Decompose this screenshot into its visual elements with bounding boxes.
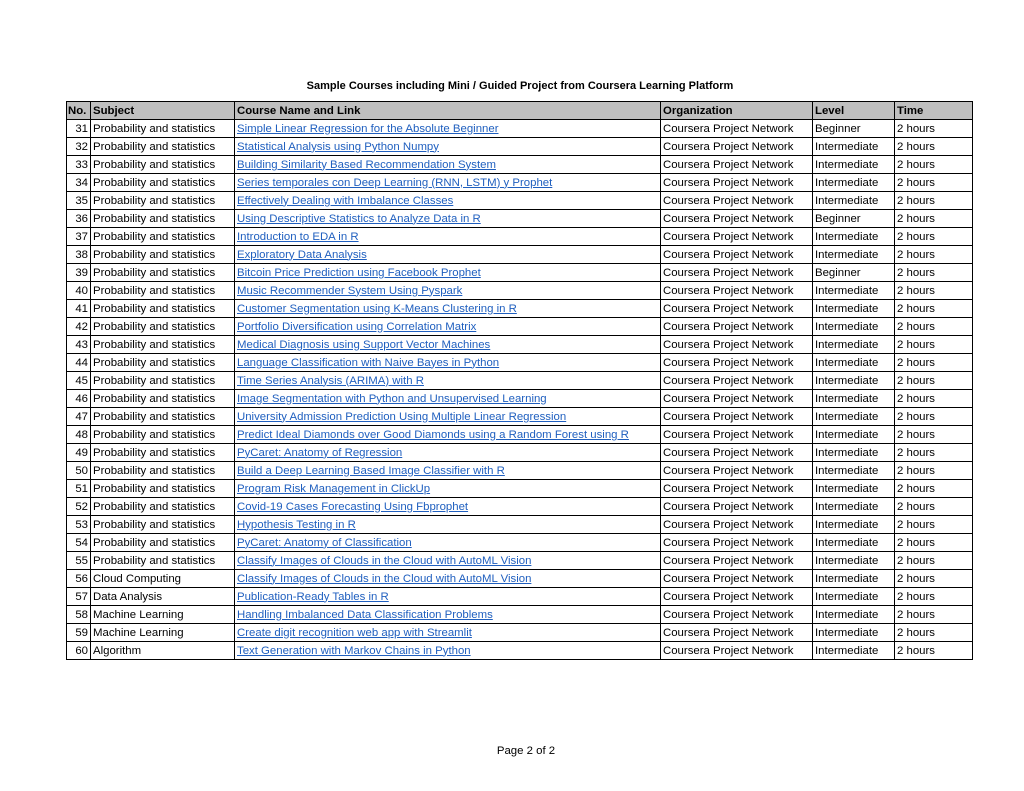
table-row (67, 408, 973, 426)
table-row (67, 606, 973, 624)
cell-course (235, 282, 661, 300)
cell-time: 2 hours (895, 570, 973, 588)
cell-organization: Coursera Project Network (661, 264, 813, 282)
cell-level: Intermediate (813, 606, 895, 624)
cell-no: 38 (67, 246, 91, 264)
cell-time: 2 hours (895, 156, 973, 174)
cell-no: 32 (67, 138, 91, 156)
cell-time: 2 hours (895, 606, 973, 624)
cell-subject: Probability and statistics (91, 120, 235, 138)
cell-level: Beginner (813, 210, 895, 228)
cell-no: 31 (67, 120, 91, 138)
cell-subject: Probability and statistics (91, 264, 235, 282)
cell-course (235, 390, 661, 408)
cell-time: 2 hours (895, 138, 973, 156)
cell-level: Beginner (813, 264, 895, 282)
cell-subject: Probability and statistics (91, 156, 235, 174)
cell-time: 2 hours (895, 444, 973, 462)
cell-organization: Coursera Project Network (661, 390, 813, 408)
cell-no: 52 (67, 498, 91, 516)
cell-time: 2 hours (895, 534, 973, 552)
course-link[interactable]: Classify Images of Clouds in the Cloud with AutoML Vision (237, 572, 532, 585)
course-link[interactable]: Effectively Dealing with Imbalance Classes (237, 194, 454, 207)
cell-organization: Coursera Project Network (661, 210, 813, 228)
cell-time: 2 hours (895, 210, 973, 228)
cell-course (235, 516, 661, 534)
cell-level: Intermediate (813, 642, 895, 660)
cell-organization: Coursera Project Network (661, 372, 813, 390)
cell-course (235, 570, 661, 588)
cell-organization: Coursera Project Network (661, 156, 813, 174)
cell-course (235, 174, 661, 192)
cell-course (235, 264, 661, 282)
table-row (67, 480, 973, 498)
cell-time: 2 hours (895, 354, 973, 372)
cell-subject: Machine Learning (91, 624, 235, 642)
course-link[interactable]: Portfolio Diversification using Correlation Matrix (237, 320, 477, 333)
course-link[interactable]: Customer Segmentation using K-Means Clustering in R (237, 302, 517, 315)
course-link[interactable]: University Admission Prediction Using Multiple Linear Regression (237, 410, 567, 423)
cell-no: 46 (67, 390, 91, 408)
cell-organization: Coursera Project Network (661, 624, 813, 642)
cell-level: Intermediate (813, 480, 895, 498)
cell-level: Intermediate (813, 246, 895, 264)
cell-course (235, 480, 661, 498)
table-row (67, 642, 973, 660)
course-link[interactable]: Building Similarity Based Recommendation System (237, 158, 496, 171)
cell-time: 2 hours (895, 228, 973, 246)
cell-subject: Data Analysis (91, 588, 235, 606)
cell-course (235, 642, 661, 660)
cell-subject: Probability and statistics (91, 354, 235, 372)
cell-subject: Machine Learning (91, 606, 235, 624)
course-link[interactable]: Program Risk Management in ClickUp (237, 482, 431, 495)
header-subject: Subject (91, 102, 235, 120)
cell-no: 48 (67, 426, 91, 444)
table-row (67, 228, 973, 246)
course-link[interactable]: Series temporales con Deep Learning (RNN, LSTM) y Prophet (237, 176, 553, 189)
cell-level: Intermediate (813, 588, 895, 606)
cell-level: Beginner (813, 120, 895, 138)
cell-time: 2 hours (895, 318, 973, 336)
cell-time: 2 hours (895, 192, 973, 210)
course-link[interactable]: PyCaret: Anatomy of Regression (237, 446, 403, 459)
table-row (67, 138, 973, 156)
page-number: Page 2 of 2 (496, 745, 556, 757)
cell-time: 2 hours (895, 282, 973, 300)
cell-no: 56 (67, 570, 91, 588)
header-level: Level (813, 102, 895, 120)
cell-subject: Probability and statistics (91, 390, 235, 408)
cell-no: 59 (67, 624, 91, 642)
header-time: Time (895, 102, 973, 120)
cell-no: 54 (67, 534, 91, 552)
cell-subject: Probability and statistics (91, 552, 235, 570)
cell-level: Intermediate (813, 282, 895, 300)
cell-course (235, 354, 661, 372)
cell-no: 45 (67, 372, 91, 390)
table-row (67, 570, 973, 588)
table-row (67, 426, 973, 444)
header-no: No. (67, 102, 91, 120)
cell-course (235, 210, 661, 228)
table-row (67, 390, 973, 408)
cell-time: 2 hours (895, 408, 973, 426)
document-title: Sample Courses including Mini / Guided Project from Coursera Learning Platform (306, 80, 734, 92)
cell-time: 2 hours (895, 426, 973, 444)
cell-no: 53 (67, 516, 91, 534)
cell-no: 43 (67, 336, 91, 354)
table-row (67, 534, 973, 552)
cell-subject: Probability and statistics (91, 444, 235, 462)
course-link[interactable]: Predict Ideal Diamonds over Good Diamonds using a Random Forest using R (237, 428, 629, 441)
cell-organization: Coursera Project Network (661, 138, 813, 156)
cell-level: Intermediate (813, 372, 895, 390)
cell-course (235, 120, 661, 138)
cell-organization: Coursera Project Network (661, 588, 813, 606)
table-row (67, 444, 973, 462)
cell-level: Intermediate (813, 498, 895, 516)
course-link[interactable]: Image Segmentation with Python and Unsupervised Learning (237, 392, 547, 405)
cell-organization: Coursera Project Network (661, 444, 813, 462)
cell-level: Intermediate (813, 354, 895, 372)
cell-subject: Probability and statistics (91, 462, 235, 480)
course-link[interactable]: Music Recommender System Using Pyspark (237, 284, 463, 297)
cell-course (235, 624, 661, 642)
course-link[interactable]: Language Classification with Naive Bayes in Python (237, 356, 500, 369)
cell-no: 44 (67, 354, 91, 372)
cell-time: 2 hours (895, 462, 973, 480)
table-row (67, 588, 973, 606)
cell-level: Intermediate (813, 462, 895, 480)
cell-organization: Coursera Project Network (661, 300, 813, 318)
cell-time: 2 hours (895, 264, 973, 282)
course-link[interactable]: Hypothesis Testing in R (237, 518, 356, 531)
cell-subject: Probability and statistics (91, 480, 235, 498)
cell-organization: Coursera Project Network (661, 192, 813, 210)
cell-organization: Coursera Project Network (661, 462, 813, 480)
cell-course (235, 246, 661, 264)
courses-table (66, 101, 973, 660)
cell-level: Intermediate (813, 426, 895, 444)
table-header-row (67, 102, 973, 120)
course-link[interactable]: Create digit recognition web app with Streamlit (237, 626, 472, 639)
cell-time: 2 hours (895, 372, 973, 390)
table-row (67, 498, 973, 516)
cell-course (235, 336, 661, 354)
cell-course (235, 300, 661, 318)
table-row (67, 516, 973, 534)
cell-organization: Coursera Project Network (661, 552, 813, 570)
cell-level: Intermediate (813, 534, 895, 552)
cell-no: 42 (67, 318, 91, 336)
cell-subject: Cloud Computing (91, 570, 235, 588)
course-link[interactable]: Using Descriptive Statistics to Analyze Data in R (237, 212, 481, 225)
cell-no: 39 (67, 264, 91, 282)
cell-level: Intermediate (813, 444, 895, 462)
cell-time: 2 hours (895, 246, 973, 264)
cell-organization: Coursera Project Network (661, 606, 813, 624)
course-link[interactable]: Bitcoin Price Prediction using Facebook Prophet (237, 266, 481, 279)
course-link[interactable]: Medical Diagnosis using Support Vector Machines (237, 338, 491, 351)
course-link[interactable]: PyCaret: Anatomy of Classification (237, 536, 412, 549)
cell-no: 49 (67, 444, 91, 462)
cell-no: 34 (67, 174, 91, 192)
cell-organization: Coursera Project Network (661, 534, 813, 552)
cell-subject: Algorithm (91, 642, 235, 660)
course-link[interactable]: Text Generation with Markov Chains in Python (237, 644, 471, 657)
cell-course (235, 588, 661, 606)
cell-course (235, 372, 661, 390)
cell-subject: Probability and statistics (91, 246, 235, 264)
table-row (67, 354, 973, 372)
cell-time: 2 hours (895, 480, 973, 498)
cell-time: 2 hours (895, 498, 973, 516)
cell-course (235, 318, 661, 336)
table-row (67, 174, 973, 192)
cell-time: 2 hours (895, 336, 973, 354)
course-link[interactable]: Covid-19 Cases Forecasting Using Fbprophet (237, 500, 469, 513)
cell-organization: Coursera Project Network (661, 480, 813, 498)
cell-level: Intermediate (813, 300, 895, 318)
cell-course (235, 498, 661, 516)
cell-subject: Probability and statistics (91, 192, 235, 210)
cell-level: Intermediate (813, 516, 895, 534)
cell-level: Intermediate (813, 156, 895, 174)
cell-course (235, 156, 661, 174)
cell-subject: Probability and statistics (91, 138, 235, 156)
table-row (67, 192, 973, 210)
cell-no: 41 (67, 300, 91, 318)
cell-organization: Coursera Project Network (661, 120, 813, 138)
cell-time: 2 hours (895, 390, 973, 408)
course-link[interactable]: Handling Imbalanced Data Classification Problems (237, 608, 493, 621)
table-row (67, 264, 973, 282)
cell-subject: Probability and statistics (91, 300, 235, 318)
course-link[interactable]: Simple Linear Regression for the Absolute Beginner (237, 122, 499, 135)
cell-course (235, 552, 661, 570)
table-row (67, 300, 973, 318)
table-row (67, 210, 973, 228)
cell-time: 2 hours (895, 642, 973, 660)
table-row (67, 372, 973, 390)
course-link[interactable]: Statistical Analysis using Python Numpy (237, 140, 439, 153)
cell-no: 60 (67, 642, 91, 660)
cell-level: Intermediate (813, 336, 895, 354)
cell-organization: Coursera Project Network (661, 426, 813, 444)
cell-no: 55 (67, 552, 91, 570)
cell-subject: Probability and statistics (91, 534, 235, 552)
cell-course (235, 192, 661, 210)
cell-subject: Probability and statistics (91, 336, 235, 354)
cell-organization: Coursera Project Network (661, 408, 813, 426)
table-row (67, 462, 973, 480)
cell-level: Intermediate (813, 624, 895, 642)
table-row (67, 336, 973, 354)
cell-subject: Probability and statistics (91, 372, 235, 390)
cell-time: 2 hours (895, 624, 973, 642)
cell-course (235, 228, 661, 246)
table-row (67, 282, 973, 300)
cell-time: 2 hours (895, 552, 973, 570)
cell-no: 40 (67, 282, 91, 300)
cell-organization: Coursera Project Network (661, 498, 813, 516)
cell-no: 50 (67, 462, 91, 480)
cell-subject: Probability and statistics (91, 228, 235, 246)
cell-no: 47 (67, 408, 91, 426)
cell-time: 2 hours (895, 300, 973, 318)
cell-no: 57 (67, 588, 91, 606)
cell-no: 33 (67, 156, 91, 174)
table-row (67, 552, 973, 570)
cell-subject: Probability and statistics (91, 426, 235, 444)
course-link[interactable]: Build a Deep Learning Based Image Classifier with R (237, 464, 505, 477)
cell-subject: Probability and statistics (91, 498, 235, 516)
cell-level: Intermediate (813, 318, 895, 336)
cell-no: 58 (67, 606, 91, 624)
cell-subject: Probability and statistics (91, 210, 235, 228)
cell-course (235, 462, 661, 480)
cell-subject: Probability and statistics (91, 516, 235, 534)
header-course: Course Name and Link (235, 102, 661, 120)
table-row (67, 246, 973, 264)
cell-organization: Coursera Project Network (661, 642, 813, 660)
course-link[interactable]: Exploratory Data Analysis (237, 248, 367, 261)
course-link[interactable]: Time Series Analysis (ARIMA) with R (237, 374, 424, 387)
table-row (67, 624, 973, 642)
cell-course (235, 408, 661, 426)
cell-level: Intermediate (813, 192, 895, 210)
cell-organization: Coursera Project Network (661, 174, 813, 192)
cell-organization: Coursera Project Network (661, 246, 813, 264)
cell-no: 51 (67, 480, 91, 498)
cell-time: 2 hours (895, 516, 973, 534)
header-organization: Organization (661, 102, 813, 120)
cell-time: 2 hours (895, 120, 973, 138)
cell-course (235, 444, 661, 462)
cell-course (235, 138, 661, 156)
cell-level: Intermediate (813, 552, 895, 570)
cell-level: Intermediate (813, 390, 895, 408)
cell-subject: Probability and statistics (91, 282, 235, 300)
course-link[interactable]: Introduction to EDA in R (237, 230, 359, 243)
cell-organization: Coursera Project Network (661, 336, 813, 354)
cell-no: 37 (67, 228, 91, 246)
cell-no: 36 (67, 210, 91, 228)
course-link[interactable]: Publication-Ready Tables in R (237, 590, 389, 603)
cell-level: Intermediate (813, 174, 895, 192)
cell-subject: Probability and statistics (91, 408, 235, 426)
cell-subject: Probability and statistics (91, 174, 235, 192)
cell-organization: Coursera Project Network (661, 354, 813, 372)
cell-organization: Coursera Project Network (661, 282, 813, 300)
cell-subject: Probability and statistics (91, 318, 235, 336)
cell-organization: Coursera Project Network (661, 516, 813, 534)
table-row (67, 318, 973, 336)
cell-course (235, 534, 661, 552)
cell-course (235, 606, 661, 624)
cell-time: 2 hours (895, 174, 973, 192)
cell-course (235, 426, 661, 444)
cell-organization: Coursera Project Network (661, 570, 813, 588)
cell-time: 2 hours (895, 588, 973, 606)
cell-level: Intermediate (813, 570, 895, 588)
table-row (67, 156, 973, 174)
cell-organization: Coursera Project Network (661, 318, 813, 336)
cell-no: 35 (67, 192, 91, 210)
table-row (67, 120, 973, 138)
cell-organization: Coursera Project Network (661, 228, 813, 246)
cell-level: Intermediate (813, 228, 895, 246)
cell-level: Intermediate (813, 138, 895, 156)
cell-level: Intermediate (813, 408, 895, 426)
course-link[interactable]: Classify Images of Clouds in the Cloud with AutoML Vision (237, 554, 532, 567)
